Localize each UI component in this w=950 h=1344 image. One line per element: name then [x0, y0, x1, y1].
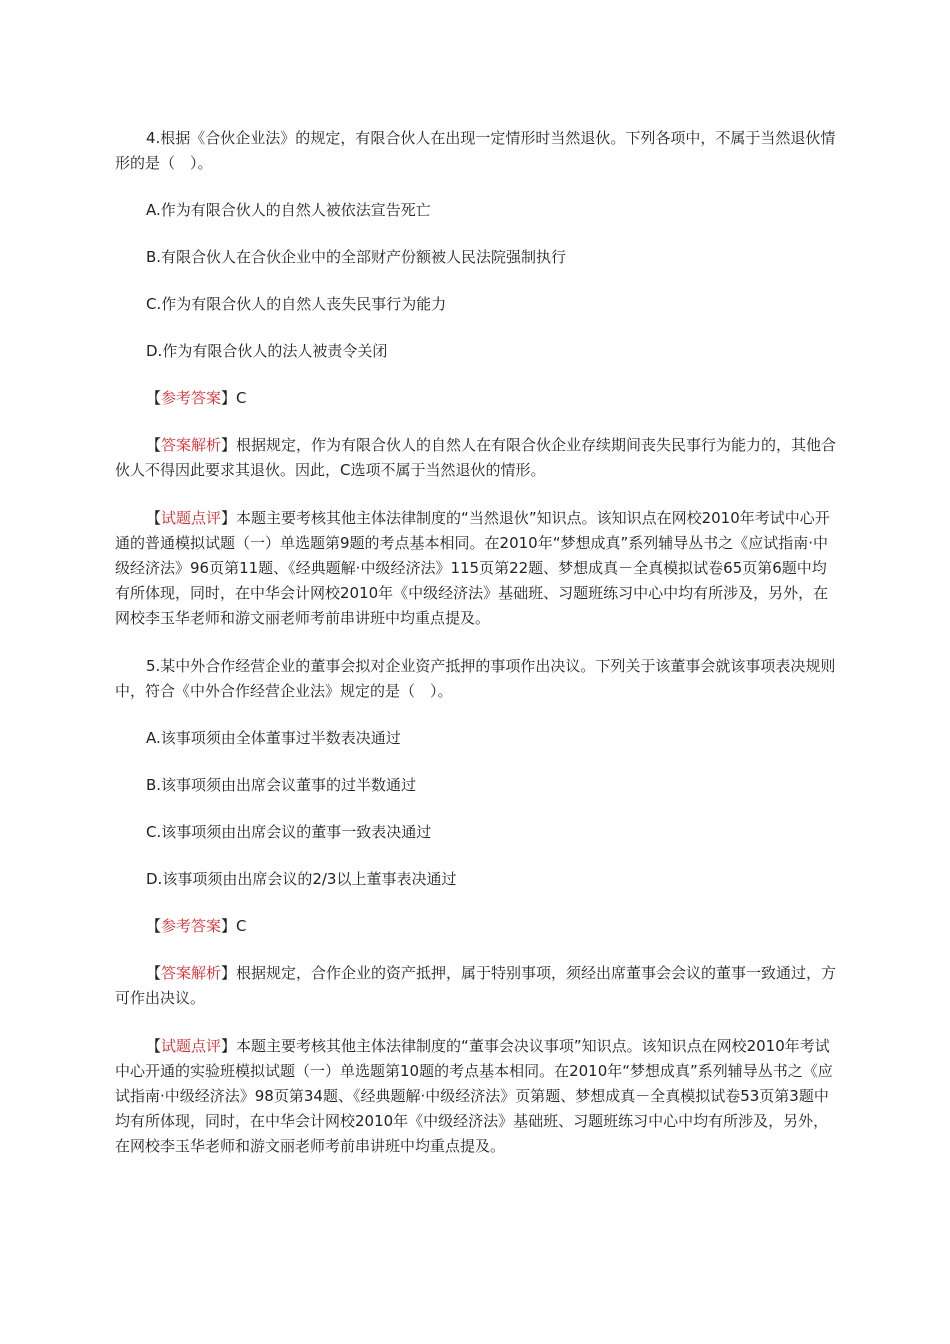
q5-answer-value: C: [236, 917, 247, 935]
q4-analysis-text: 根据规定，作为有限合伙人的自然人在有限合伙企业存续期间丧失民事行为能力的，其他合伙人不得因此要求其退伙。因此，C选项不属于当然退伙的情形。: [115, 436, 837, 479]
q5-review: 【试题点评】本题主要考核其他主体法律制度的“董事会决议事项”知识点。该知识点在网校2010年考试中心开通的实验班模拟试题（一）单选题第10题的考点基本相同。在2010年“梦想成真”系列辅导丛书之《应试指南·中级经济法》98页第34题、《经典题解·中级经济法》页第题、梦想成真－全真模拟试卷53页第3题中均有所体现，同时，在中华会计网校2010年《中级经济法》基础班、习题班练习中心中均有所涉及，另外，在网校李玉华老师和游文丽老师考前串讲班中均重点提及。: [115, 1037, 833, 1155]
q5-review-label: 试题点评: [161, 1037, 222, 1055]
q4-analysis: 【答案解析】根据规定，作为有限合伙人的自然人在有限合伙企业存续期间丧失民事行为能力的，其他合伙人不得因此要求其退伙。因此，C选项不属于当然退伙的情形。: [115, 436, 837, 479]
q5-option-b: B.该事项须由出席会议董事的过半数通过: [146, 776, 417, 794]
q5-analysis: 【答案解析】根据规定，合作企业的资产抵押，属于特别事项，须经出席董事会会议的董事一致通过，方可作出决议。: [115, 964, 837, 1007]
q4-answer: 【参考答案】C: [146, 389, 247, 407]
q4-option-b: B.有限合伙人在合伙企业中的全部财产份额被人民法院强制执行: [146, 248, 567, 266]
q5-answer-label: 参考答案: [161, 917, 222, 935]
q5-stem: 5.某中外合作经营企业的董事会拟对企业资产抵押的事项作出决议。下列关于该董事会就该事项表决规则中，符合《中外合作经营企业法》规定的是（ ）。: [115, 657, 836, 700]
q4-stem: 4.根据《合伙企业法》的规定，有限合伙人在出现一定情形时当然退伙。下列各项中，不属于当然退伙情形的是（ ）。: [115, 129, 836, 172]
q5-option-d: D.该事项须由出席会议的2/3以上董事表决通过: [146, 870, 457, 888]
q5-option-c: C.该事项须由出席会议的董事一致表决通过: [146, 823, 432, 841]
q5-answer: 【参考答案】C: [146, 917, 247, 935]
q4-option-d: D.作为有限合伙人的法人被责令关闭: [146, 342, 388, 360]
q5-analysis-text: 根据规定，合作企业的资产抵押，属于特别事项，须经出席董事会会议的董事一致通过，方可作出决议。: [115, 964, 837, 1007]
q5-option-a: A.该事项须由全体董事过半数表决通过: [146, 729, 401, 747]
q4-option-c: C.作为有限合伙人的自然人丧失民事行为能力: [146, 295, 447, 313]
q5-review-text: 本题主要考核其他主体法律制度的“董事会决议事项”知识点。该知识点在网校2010年考试中心开通的实验班模拟试题（一）单选题第10题的考点基本相同。在2010年“梦想成真”系列辅导丛书之《应试指南·中级经济法》98页第34题、《经典题解·中级经济法》页第题、梦想成真－全真模拟试卷53页第3题中均有所体现，同时，在中华会计网校2010年《中级经济法》基础班、习题班练习中心中均有所涉及，另外，在网校李玉华老师和游文丽老师考前串讲班中均重点提及。: [115, 1037, 833, 1155]
q5-analysis-label: 答案解析: [161, 964, 222, 982]
q4-answer-label: 参考答案: [161, 389, 222, 407]
q4-analysis-label: 答案解析: [161, 436, 222, 454]
q4-review: 【试题点评】本题主要考核其他主体法律制度的“当然退伙”知识点。该知识点在网校2010年考试中心开通的普通模拟试题（一）单选题第9题的考点基本相同。在2010年“梦想成真”系列辅导丛书之《应试指南·中级经济法》96页第11题、《经典题解·中级经济法》115页第22题、梦想成真－全真模拟试卷65页第6题中均有所体现，同时，在中华会计网校2010年《中级经济法》基础班、习题班练习中心中均有所涉及，另外，在网校李玉华老师和游文丽老师考前串讲班中均重点提及。: [115, 509, 830, 627]
q4-review-label: 试题点评: [161, 509, 222, 527]
q4-answer-value: C: [236, 389, 247, 407]
document-content: [115, 126, 837, 1159]
q4-option-a: A.作为有限合伙人的自然人被依法宣告死亡: [146, 201, 431, 219]
q4-review-text: 本题主要考核其他主体法律制度的“当然退伙”知识点。该知识点在网校2010年考试中心开通的普通模拟试题（一）单选题第9题的考点基本相同。在2010年“梦想成真”系列辅导丛书之《应试指南·中级经济法》96页第11题、《经典题解·中级经济法》115页第22题、梦想成真－全真模拟试卷65页第6题中均有所体现，同时，在中华会计网校2010年《中级经济法》基础班、习题班练习中心中均有所涉及，另外，在网校李玉华老师和游文丽老师考前串讲班中均重点提及。: [115, 509, 830, 627]
